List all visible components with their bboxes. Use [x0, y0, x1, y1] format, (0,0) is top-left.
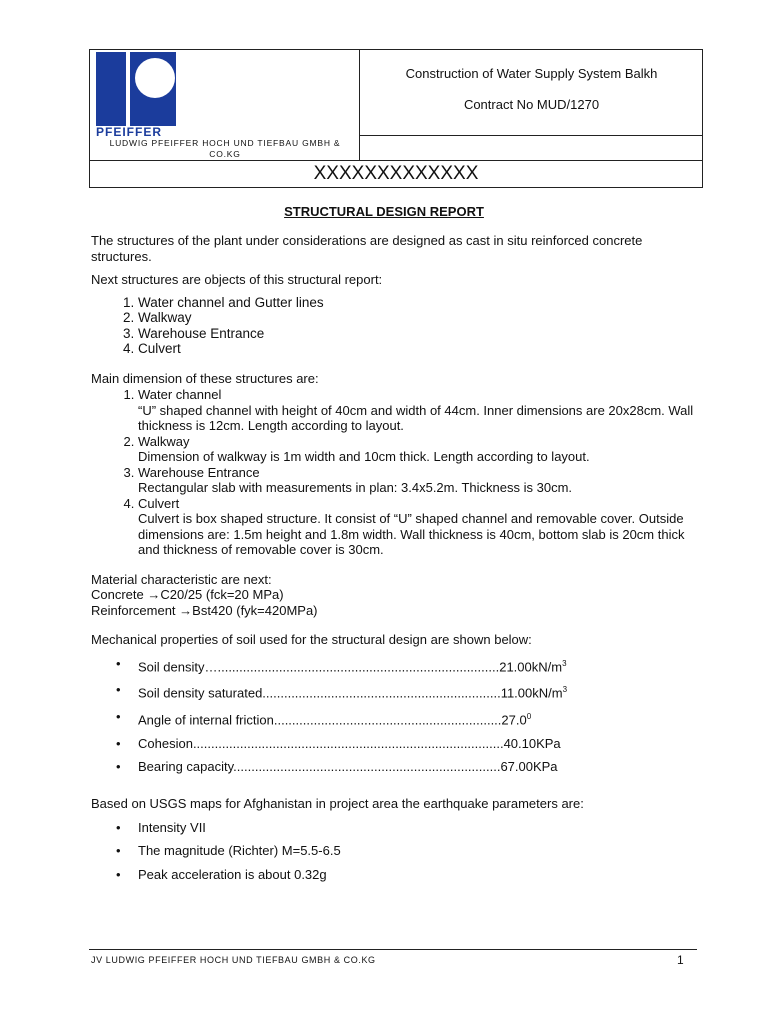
project-title: Construction of Water Supply System Balkh [405, 66, 658, 81]
report-title: STRUCTURAL DESIGN REPORT [284, 204, 484, 219]
list-item [138, 434, 701, 465]
list-item [138, 465, 701, 496]
list-item: • The magnitude (Richter) M=5.5-6.5 [138, 843, 701, 858]
list-item: 1. Water channel and Gutter lines [138, 295, 701, 311]
footer-rule [89, 949, 697, 950]
page-number: 1 [677, 953, 684, 967]
contract-number: Contract No MUD/1270 [463, 97, 600, 112]
material-intro: Material characteristic are next: [91, 571, 272, 587]
company-name: LUDWIG PFEIFFER HOCH UND TIEFBAU GMBH & CO.KG [109, 138, 341, 159]
dim-desc: Rectangular slab with measurements in plan: 3.4x5.2m. Thickness is 30cm. [138, 480, 573, 495]
logo-cell [90, 50, 360, 160]
dim-desc: “U” shaped channel with height of 40cm and width of 44cm. Inner dimensions are 20x28cm. Wall thickness is 12cm. Length according to layout. [138, 402, 694, 433]
list-item: • Cohesion......................................................................................40.10KPa [138, 736, 701, 751]
dims-intro: Main dimension of these structures are: [91, 370, 319, 386]
material-section [91, 572, 701, 619]
dim-name: 3. Warehouse Entrance [138, 464, 260, 480]
dim-name: 1. Water channel [138, 387, 222, 402]
project-cell [360, 50, 703, 136]
dimensions-list [91, 387, 701, 558]
dim-name: 4. Culvert [138, 495, 180, 511]
document-id: XXXXXXXXXXXXX [90, 160, 702, 187]
list-item: • Soil density $saturated..................................................................11.00kN/m^3$ [138, 682, 701, 700]
dim-desc: Culvert is box shaped structure. It consist of “U” shaped channel and removable cover. Outside dimensions are: 1.5m height and 1.8m width. Wall thickness is 40cm, bottom slab is 20cm thick and thickness of removable cover is 30cm. [138, 511, 685, 557]
list-item: 2. Walkway [138, 310, 701, 326]
soil-properties-list [91, 656, 701, 775]
list-item [138, 496, 701, 558]
list-item: • Soil $density\dots..............................................................................21.00kN/m^3$ [138, 656, 701, 674]
dim-desc: Dimension of walkway is 1m width and 10cm thick. Length according to layout. [138, 449, 590, 464]
list-item: • Bearing capacity..........................................................................67.00KPa [138, 759, 701, 774]
objects-intro: Next structures are objects of this structural report: [91, 272, 383, 287]
logo-word: PFEIFFER [96, 125, 163, 139]
soil-intro: Mechanical properties of soil used for the structural design are shown below: [91, 632, 532, 647]
dim-name: 2. Walkway [138, 433, 190, 449]
list-item: • Peak acceleration is about 0.32g [138, 867, 701, 882]
concrete-spec: Concrete →C20/25 (fck=20 MPa) [91, 587, 284, 602]
report-body [91, 233, 701, 898]
list-item: 4. Culvert [138, 341, 701, 357]
header-table [89, 49, 703, 188]
list-item [138, 387, 701, 434]
list-item: 3. Warehouse Entrance [138, 326, 701, 342]
seismic-intro: Based on USGS maps for Afghanistan in project area the earthquake parameters are: [91, 796, 584, 812]
pfeiffer-logo-icon [96, 52, 176, 126]
objects-list [91, 295, 701, 357]
list-item: • Intensity VII [138, 820, 701, 835]
list-item: • Angle of internal friction...............................................................27.0$^0$ [138, 709, 701, 727]
seismic-list [91, 820, 701, 882]
intro-paragraph: The structures of the plant under considerations are designed as cast in situ reinforced concrete structures. [91, 233, 643, 264]
footer-company: JV LUDWIG PFEIFFER HOCH UND TIEFBAU GMBH & CO.KG [91, 955, 376, 965]
reinforcement-spec: Reinforcement →Bst420 (fyk=420MPa) [91, 602, 318, 618]
